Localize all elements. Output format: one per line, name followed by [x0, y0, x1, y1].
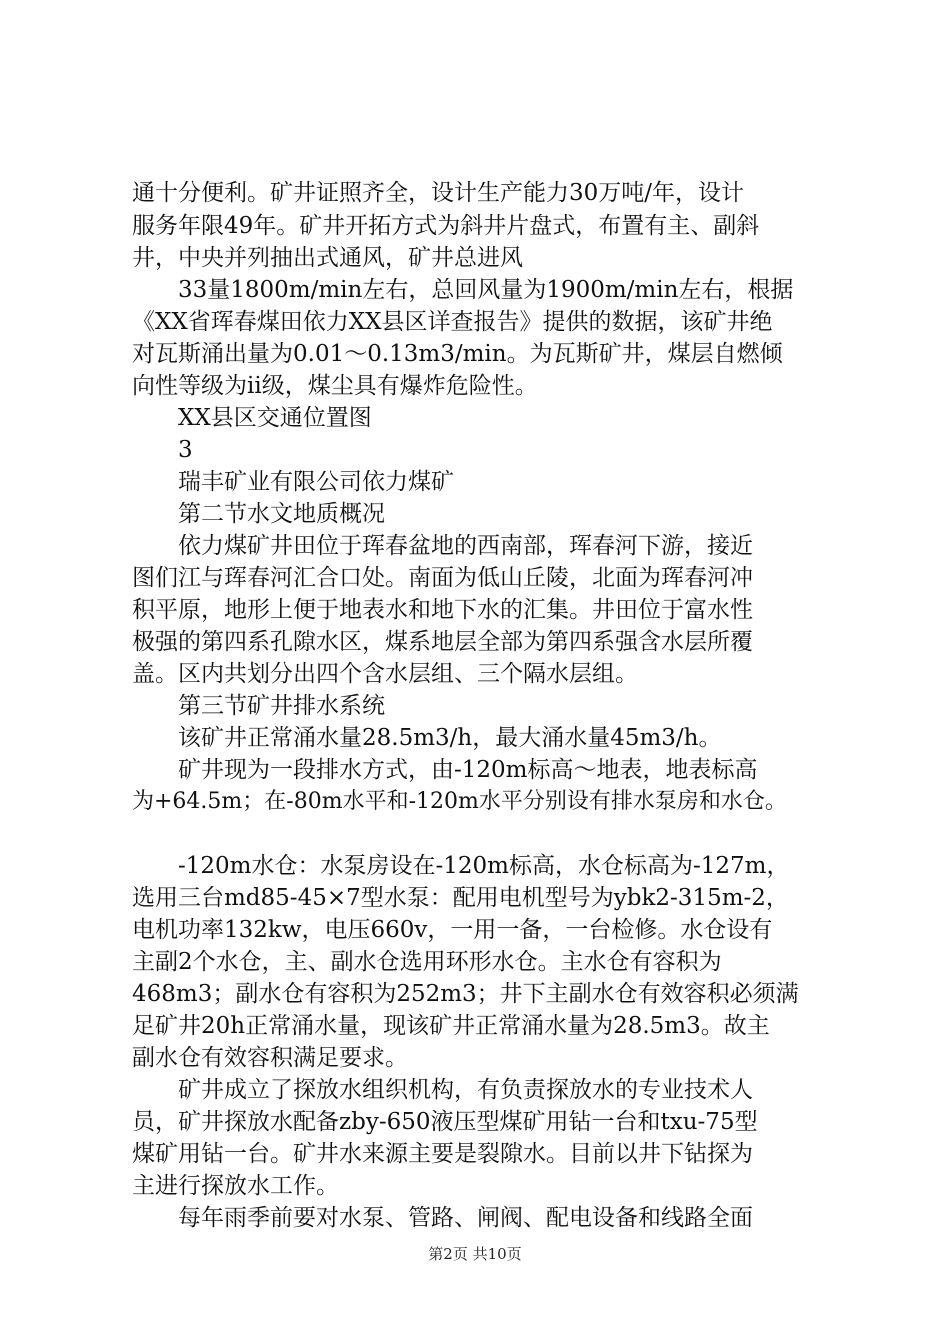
paragraph-line: 积平原，地形上便于地表水和地下水的汇集。井田位于富水性	[132, 597, 753, 623]
caption-line: XX县区交通位置图	[132, 405, 372, 431]
page-number-inline: 3	[132, 437, 193, 463]
paragraph-line: 煤矿用钻一台。矿井水来源主要是裂隙水。目前以井下钻探为	[132, 1141, 753, 1167]
paragraph-line: 该矿井正常涌水量28.5m3/h，最大涌水量45m3/h。	[132, 725, 722, 751]
paragraph-line: 468m3；副水仓有容积为252m3；井下主副水仓有效容积必须满	[132, 981, 799, 1007]
paragraph-line: 《XX省珲春煤田依力XX县区详查报告》提供的数据，该矿井绝	[132, 309, 773, 335]
paragraph-line: 对瓦斯涌出量为0.01～0.13m3/min。为瓦斯矿井，煤层自燃倾	[132, 341, 783, 367]
paragraph-line: -120m水仓：水泵房设在-120m标高，水仓标高为-127m，	[132, 853, 790, 879]
paragraph-line: 为+64.5m；在-80m水平和-120m水平分别设有排水泵房和水仓。	[132, 789, 787, 814]
paragraph-line: 图们江与珲春河汇合口处。南面为低山丘陵，北面为珲春河冲	[132, 565, 753, 591]
paragraph-line: 选用三台md85-45×7型水泵：配用电机型号为ybk2-315m-2，	[132, 885, 789, 911]
paragraph-line: 矿井成立了探放水组织机构，有负责探放水的专业技术人	[132, 1077, 753, 1103]
paragraph-line: 每年雨季前要对水泵、管路、闸阀、配电设备和线路全面	[132, 1205, 753, 1231]
paragraph-line: 依力煤矿井田位于珲春盆地的西南部，珲春河下游，接近	[132, 533, 753, 559]
paragraph-line: 员，矿井探放水配备zby-650液压型煤矿用钻一台和txu-75型	[132, 1109, 758, 1135]
paragraph-line: 极强的第四系孔隙水区，煤系地层全部为第四系强含水层所覆	[132, 629, 753, 655]
page-footer: 第2页 共10页	[428, 1245, 522, 1263]
paragraph-line: 33量1800m/min左右，总回风量为1900m/min左右，根据	[132, 277, 794, 303]
paragraph-line: 主进行探放水工作。	[132, 1173, 339, 1199]
paragraph-line: 向性等级为ii级，煤尘具有爆炸危险性。	[132, 373, 538, 399]
section-heading: 第二节水文地质概况	[132, 501, 385, 527]
company-line: 瑞丰矿业有限公司依力煤矿	[132, 469, 454, 495]
paragraph-line: 足矿井20h正常涌水量，现该矿井正常涌水量为28.5m3。故主	[132, 1013, 770, 1039]
paragraph-line: 电机功率132kw，电压660v，一用一备，一台检修。水仓设有	[132, 917, 773, 943]
paragraph-line: 服务年限49年。矿井开拓方式为斜井片盘式，布置有主、副斜	[132, 213, 760, 239]
paragraph-line: 矿井现为一段排水方式，由-120m标高～地表，地表标高	[132, 757, 758, 783]
paragraph-line: 通十分便利。矿井证照齐全，设计生产能力30万吨/年，设计	[132, 180, 745, 206]
paragraph-line: 副水仓有效容积满足要求。	[132, 1045, 408, 1071]
paragraph-line: 井，中央并列抽出式通风，矿井总进风	[132, 245, 523, 271]
paragraph-line: 主副2个水仓，主、副水仓选用环形水仓。主水仓有容积为	[132, 949, 722, 975]
paragraph-line: 盖。区内共划分出四个含水层组、三个隔水层组。	[132, 661, 638, 687]
section-heading: 第三节矿井排水系统	[132, 693, 385, 719]
